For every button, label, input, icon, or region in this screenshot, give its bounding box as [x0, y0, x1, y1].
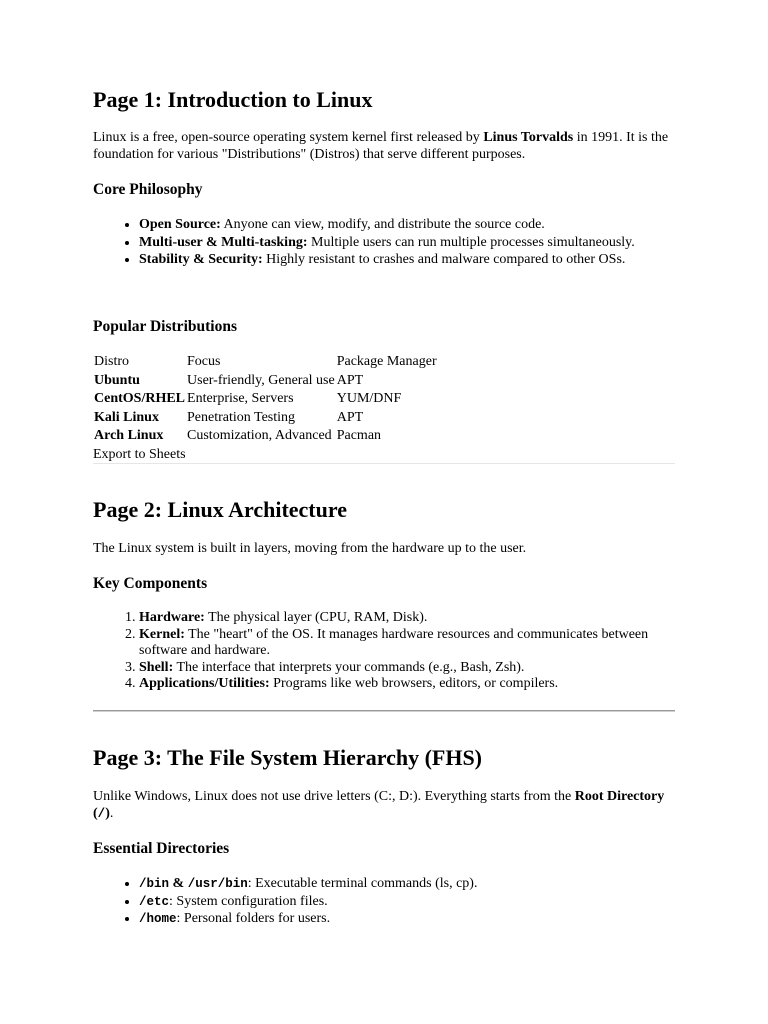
page2-title: Page 2: Linux Architecture: [93, 497, 347, 522]
page1-intro-bold: Linus Torvalds: [483, 130, 574, 145]
list-item-text: The interface that interprets your commands (e.g., Bash, Zsh).: [173, 659, 525, 675]
table-cell: APT: [336, 372, 364, 388]
distributions-table: [93, 353, 438, 446]
section-divider: [93, 710, 675, 712]
list-item: [139, 251, 675, 269]
page2-intro: The Linux system is built in layers, moving from the hardware up to the user.: [93, 541, 527, 556]
page3-intro-text: Unlike Windows, Linux does not use drive letters (C:, D:). Everything starts from the: [93, 789, 575, 804]
list-item-text: Highly resistant to crashes and malware compared to other OSs.: [262, 252, 626, 268]
table-cell: User-friendly, General use: [187, 372, 335, 388]
core-philosophy-heading: Core Philosophy: [93, 181, 203, 198]
table-cell: [93, 427, 186, 446]
table-row: [93, 409, 438, 428]
table-row: [93, 372, 438, 391]
table-cell: Customization, Advanced: [187, 428, 332, 443]
table-cell: [93, 409, 186, 428]
list-item-text: : Personal folders for users.: [176, 911, 331, 927]
root-path-code: /: [97, 807, 106, 821]
list-item-label: Shell:: [139, 659, 174, 675]
page1-intro-text: Linux is a free, open-source operating system kernel first released by: [93, 130, 484, 145]
list-item: [139, 910, 675, 928]
list-item-text: Programs like web browsers, editors, or compilers.: [269, 676, 559, 692]
list-item: [139, 893, 675, 911]
table-header-row: [93, 353, 438, 372]
table-cell: Penetration Testing: [187, 409, 296, 425]
page3-title: Page 3: The File System Hierarchy (FHS): [93, 745, 483, 770]
list-item-label: Multi-user & Multi-tasking:: [139, 234, 308, 250]
distro-name: Ubuntu: [94, 372, 140, 388]
table-header-cell: Focus: [187, 354, 221, 369]
list-item: [139, 676, 675, 693]
directory-ampersand: &: [169, 876, 188, 891]
popular-distributions-heading: Popular Distributions: [93, 318, 237, 335]
list-item-text: The physical layer (CPU, RAM, Disk).: [204, 610, 428, 625]
table-row: [93, 390, 438, 409]
page1-intro-text-end: in 1991. It is the foundation for various "Distributions" (Distros) that serve different purposes.: [93, 130, 669, 162]
list-item-text: Multiple users can run multiple processes simultaneously.: [307, 234, 635, 250]
directory-path: /home: [139, 912, 177, 927]
root-directory-close: ): [105, 806, 110, 821]
list-item: [139, 627, 675, 660]
export-to-sheets-link[interactable]: Export to Sheets: [93, 447, 186, 462]
table-cell: [93, 372, 186, 391]
philosophy-list: [93, 216, 675, 269]
section-divider: [93, 463, 675, 464]
key-components-heading: Key Components: [93, 575, 208, 592]
essential-directories-heading: Essential Directories: [93, 840, 230, 857]
directories-list: [93, 875, 675, 928]
directory-path: /etc: [139, 894, 170, 909]
list-item: [139, 660, 675, 677]
page3-intro: [93, 788, 675, 823]
directory-path: /bin: [139, 877, 170, 891]
list-item-label: Applications/Utilities:: [139, 676, 270, 692]
table-cell: [93, 390, 186, 409]
list-item-text: : System configuration files.: [169, 893, 328, 909]
page1-intro: [93, 129, 675, 163]
list-item-label: Hardware:: [139, 610, 205, 625]
table-cell: Enterprise, Servers: [187, 391, 294, 406]
page1-title: Page 1: Introduction to Linux: [93, 87, 373, 112]
table-cell: APT: [336, 409, 364, 425]
list-item-text: Anyone can view, modify, and distribute the source code.: [220, 217, 545, 232]
page3-intro-end: .: [109, 806, 114, 821]
table-header-cell: Distro: [94, 354, 129, 369]
list-item-text: : Executable terminal commands (ls, cp).: [247, 876, 478, 891]
list-item: [139, 234, 675, 252]
list-item-label: Stability & Security:: [139, 252, 263, 268]
table-header-cell: Package Manager: [336, 354, 437, 369]
table-cell: YUM/DNF: [336, 391, 402, 406]
table-cell: Pacman: [336, 428, 382, 443]
root-directory-label: Root Directory (: [93, 789, 665, 821]
directory-path: /usr/bin: [187, 877, 248, 891]
list-item: [139, 216, 675, 234]
list-item: [139, 875, 675, 893]
distro-name: CentOS/RHEL: [94, 391, 186, 406]
components-list: [93, 610, 675, 693]
list-item-label: Kernel:: [139, 626, 185, 642]
table-row: [93, 427, 438, 446]
distro-name: Kali Linux: [94, 409, 159, 425]
list-item: [139, 610, 675, 627]
distro-name: Arch Linux: [94, 428, 164, 443]
list-item-text: The "heart" of the OS. It manages hardware resources and communicates between software and hardware.: [139, 626, 649, 659]
list-item-label: Open Source:: [139, 217, 221, 232]
